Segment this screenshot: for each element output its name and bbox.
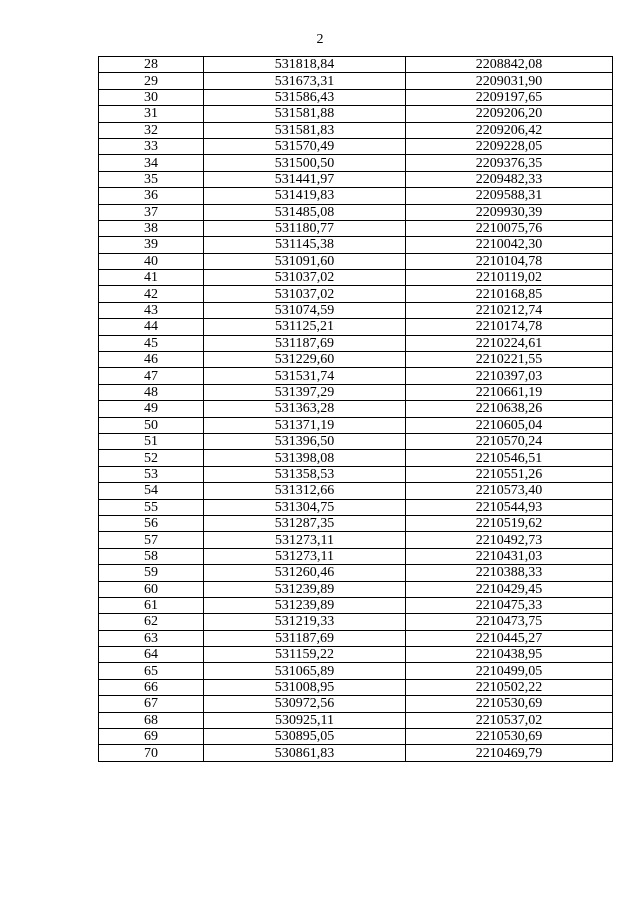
y-coordinate-cell: 2210661,19 — [406, 384, 613, 400]
point-number-cell: 43 — [99, 302, 204, 318]
table-row — [99, 466, 613, 482]
table-row — [99, 237, 613, 253]
y-coordinate-cell: 2209482,33 — [406, 171, 613, 187]
y-coordinate-cell: 2210502,22 — [406, 679, 613, 695]
y-coordinate-cell: 2210075,76 — [406, 220, 613, 236]
y-coordinate-cell: 2209197,65 — [406, 89, 613, 105]
point-number-cell: 59 — [99, 565, 204, 581]
point-number-cell: 54 — [99, 483, 204, 499]
table-row — [99, 548, 613, 564]
x-coordinate-cell: 531441,97 — [204, 171, 406, 187]
point-number-cell: 55 — [99, 499, 204, 515]
x-coordinate-cell: 531397,29 — [204, 384, 406, 400]
table-row — [99, 679, 613, 695]
x-coordinate-cell: 531419,83 — [204, 188, 406, 204]
table-row — [99, 401, 613, 417]
table-row — [99, 270, 613, 286]
point-number-cell: 39 — [99, 237, 204, 253]
y-coordinate-cell: 2210221,55 — [406, 352, 613, 368]
x-coordinate-cell: 531145,38 — [204, 237, 406, 253]
table-row — [99, 106, 613, 122]
point-number-cell: 44 — [99, 319, 204, 335]
x-coordinate-cell: 530861,83 — [204, 745, 406, 761]
x-coordinate-cell: 531273,11 — [204, 532, 406, 548]
point-number-cell: 70 — [99, 745, 204, 761]
table-row — [99, 745, 613, 761]
x-coordinate-cell: 531187,69 — [204, 630, 406, 646]
point-number-cell: 29 — [99, 73, 204, 89]
y-coordinate-cell: 2210119,02 — [406, 270, 613, 286]
x-coordinate-cell: 531239,89 — [204, 597, 406, 613]
table-row — [99, 565, 613, 581]
y-coordinate-cell: 2210429,45 — [406, 581, 613, 597]
table-row — [99, 581, 613, 597]
point-number-cell: 42 — [99, 286, 204, 302]
table-row — [99, 188, 613, 204]
table-row — [99, 417, 613, 433]
table-row — [99, 729, 613, 745]
point-number-cell: 41 — [99, 270, 204, 286]
y-coordinate-cell: 2210431,03 — [406, 548, 613, 564]
table-row — [99, 696, 613, 712]
point-number-cell: 62 — [99, 614, 204, 630]
table-row — [99, 433, 613, 449]
y-coordinate-cell: 2209206,20 — [406, 106, 613, 122]
x-coordinate-cell: 530895,05 — [204, 729, 406, 745]
table-row — [99, 614, 613, 630]
x-coordinate-cell: 531818,84 — [204, 57, 406, 73]
table-row — [99, 335, 613, 351]
point-number-cell: 31 — [99, 106, 204, 122]
y-coordinate-cell: 2210438,95 — [406, 647, 613, 663]
x-coordinate-cell: 531312,66 — [204, 483, 406, 499]
point-number-cell: 37 — [99, 204, 204, 220]
point-number-cell: 45 — [99, 335, 204, 351]
x-coordinate-cell: 531531,74 — [204, 368, 406, 384]
x-coordinate-cell: 531229,60 — [204, 352, 406, 368]
y-coordinate-cell: 2210469,79 — [406, 745, 613, 761]
y-coordinate-cell: 2210042,30 — [406, 237, 613, 253]
y-coordinate-cell: 2210573,40 — [406, 483, 613, 499]
x-coordinate-cell: 531581,88 — [204, 106, 406, 122]
y-coordinate-cell: 2210174,78 — [406, 319, 613, 335]
point-number-cell: 52 — [99, 450, 204, 466]
y-coordinate-cell: 2210551,26 — [406, 466, 613, 482]
table-row — [99, 499, 613, 515]
x-coordinate-cell: 531273,11 — [204, 548, 406, 564]
y-coordinate-cell: 2210492,73 — [406, 532, 613, 548]
point-number-cell: 51 — [99, 433, 204, 449]
point-number-cell: 56 — [99, 515, 204, 531]
table-row — [99, 286, 613, 302]
x-coordinate-cell: 531398,08 — [204, 450, 406, 466]
point-number-cell: 38 — [99, 220, 204, 236]
x-coordinate-cell: 531187,69 — [204, 335, 406, 351]
x-coordinate-cell: 531008,95 — [204, 679, 406, 695]
point-number-cell: 34 — [99, 155, 204, 171]
point-number-cell: 47 — [99, 368, 204, 384]
x-coordinate-cell: 531091,60 — [204, 253, 406, 269]
x-coordinate-cell: 531363,28 — [204, 401, 406, 417]
y-coordinate-cell: 2210445,27 — [406, 630, 613, 646]
point-number-cell: 64 — [99, 647, 204, 663]
table-row — [99, 368, 613, 384]
x-coordinate-cell: 530925,11 — [204, 712, 406, 728]
point-number-cell: 61 — [99, 597, 204, 613]
x-coordinate-cell: 531219,33 — [204, 614, 406, 630]
y-coordinate-cell: 2209588,31 — [406, 188, 613, 204]
y-coordinate-cell: 2209376,35 — [406, 155, 613, 171]
table-row — [99, 122, 613, 138]
table-row — [99, 352, 613, 368]
x-coordinate-cell: 531673,31 — [204, 73, 406, 89]
point-number-cell: 67 — [99, 696, 204, 712]
x-coordinate-cell: 531500,50 — [204, 155, 406, 171]
y-coordinate-cell: 2210212,74 — [406, 302, 613, 318]
point-number-cell: 35 — [99, 171, 204, 187]
point-number-cell: 65 — [99, 663, 204, 679]
x-coordinate-cell: 531396,50 — [204, 433, 406, 449]
page-number: 2 — [316, 32, 324, 47]
point-number-cell: 63 — [99, 630, 204, 646]
y-coordinate-cell: 2210519,62 — [406, 515, 613, 531]
table-row — [99, 319, 613, 335]
y-coordinate-cell: 2210546,51 — [406, 450, 613, 466]
y-coordinate-cell: 2210537,02 — [406, 712, 613, 728]
point-number-cell: 66 — [99, 679, 204, 695]
table-row — [99, 138, 613, 154]
x-coordinate-cell: 531586,43 — [204, 89, 406, 105]
point-number-cell: 53 — [99, 466, 204, 482]
point-number-cell: 30 — [99, 89, 204, 105]
x-coordinate-cell: 530972,56 — [204, 696, 406, 712]
point-number-cell: 33 — [99, 138, 204, 154]
y-coordinate-cell: 2208842,08 — [406, 57, 613, 73]
table-row — [99, 155, 613, 171]
y-coordinate-cell: 2210638,26 — [406, 401, 613, 417]
y-coordinate-cell: 2210570,24 — [406, 433, 613, 449]
y-coordinate-cell: 2210473,75 — [406, 614, 613, 630]
y-coordinate-cell: 2210530,69 — [406, 729, 613, 745]
table-row — [99, 450, 613, 466]
point-number-cell: 50 — [99, 417, 204, 433]
x-coordinate-cell: 531125,21 — [204, 319, 406, 335]
x-coordinate-cell: 531037,02 — [204, 286, 406, 302]
table-row — [99, 712, 613, 728]
x-coordinate-cell: 531239,89 — [204, 581, 406, 597]
y-coordinate-cell: 2209930,39 — [406, 204, 613, 220]
x-coordinate-cell: 531180,77 — [204, 220, 406, 236]
y-coordinate-cell: 2209206,42 — [406, 122, 613, 138]
x-coordinate-cell: 531037,02 — [204, 270, 406, 286]
x-coordinate-cell: 531581,83 — [204, 122, 406, 138]
y-coordinate-cell: 2209031,90 — [406, 73, 613, 89]
table-row — [99, 630, 613, 646]
y-coordinate-cell: 2210475,33 — [406, 597, 613, 613]
x-coordinate-cell: 531159,22 — [204, 647, 406, 663]
table-row — [99, 204, 613, 220]
table-row — [99, 302, 613, 318]
x-coordinate-cell: 531485,08 — [204, 204, 406, 220]
point-number-cell: 36 — [99, 188, 204, 204]
table-row — [99, 647, 613, 663]
y-coordinate-cell: 2210530,69 — [406, 696, 613, 712]
y-coordinate-cell: 2210388,33 — [406, 565, 613, 581]
table-row — [99, 663, 613, 679]
table-row — [99, 483, 613, 499]
y-coordinate-cell: 2210605,04 — [406, 417, 613, 433]
x-coordinate-cell: 531570,49 — [204, 138, 406, 154]
y-coordinate-cell: 2210104,78 — [406, 253, 613, 269]
coordinates-table-body — [99, 57, 613, 762]
y-coordinate-cell: 2210168,85 — [406, 286, 613, 302]
x-coordinate-cell: 531074,59 — [204, 302, 406, 318]
x-coordinate-cell: 531358,53 — [204, 466, 406, 482]
x-coordinate-cell: 531304,75 — [204, 499, 406, 515]
point-number-cell: 68 — [99, 712, 204, 728]
table-row — [99, 89, 613, 105]
table-row — [99, 597, 613, 613]
x-coordinate-cell: 531287,35 — [204, 515, 406, 531]
x-coordinate-cell: 531371,19 — [204, 417, 406, 433]
table-row — [99, 73, 613, 89]
point-number-cell: 28 — [99, 57, 204, 73]
point-number-cell: 46 — [99, 352, 204, 368]
coordinates-table — [98, 56, 613, 762]
x-coordinate-cell: 531065,89 — [204, 663, 406, 679]
x-coordinate-cell: 531260,46 — [204, 565, 406, 581]
table-row — [99, 532, 613, 548]
table-row — [99, 171, 613, 187]
table-row — [99, 384, 613, 400]
y-coordinate-cell: 2210397,03 — [406, 368, 613, 384]
point-number-cell: 48 — [99, 384, 204, 400]
table-row — [99, 253, 613, 269]
point-number-cell: 69 — [99, 729, 204, 745]
point-number-cell: 57 — [99, 532, 204, 548]
y-coordinate-cell: 2210224,61 — [406, 335, 613, 351]
y-coordinate-cell: 2210544,93 — [406, 499, 613, 515]
point-number-cell: 58 — [99, 548, 204, 564]
point-number-cell: 32 — [99, 122, 204, 138]
table-row — [99, 515, 613, 531]
point-number-cell: 40 — [99, 253, 204, 269]
table-row — [99, 220, 613, 236]
y-coordinate-cell: 2209228,05 — [406, 138, 613, 154]
y-coordinate-cell: 2210499,05 — [406, 663, 613, 679]
point-number-cell: 49 — [99, 401, 204, 417]
table-row — [99, 57, 613, 73]
point-number-cell: 60 — [99, 581, 204, 597]
